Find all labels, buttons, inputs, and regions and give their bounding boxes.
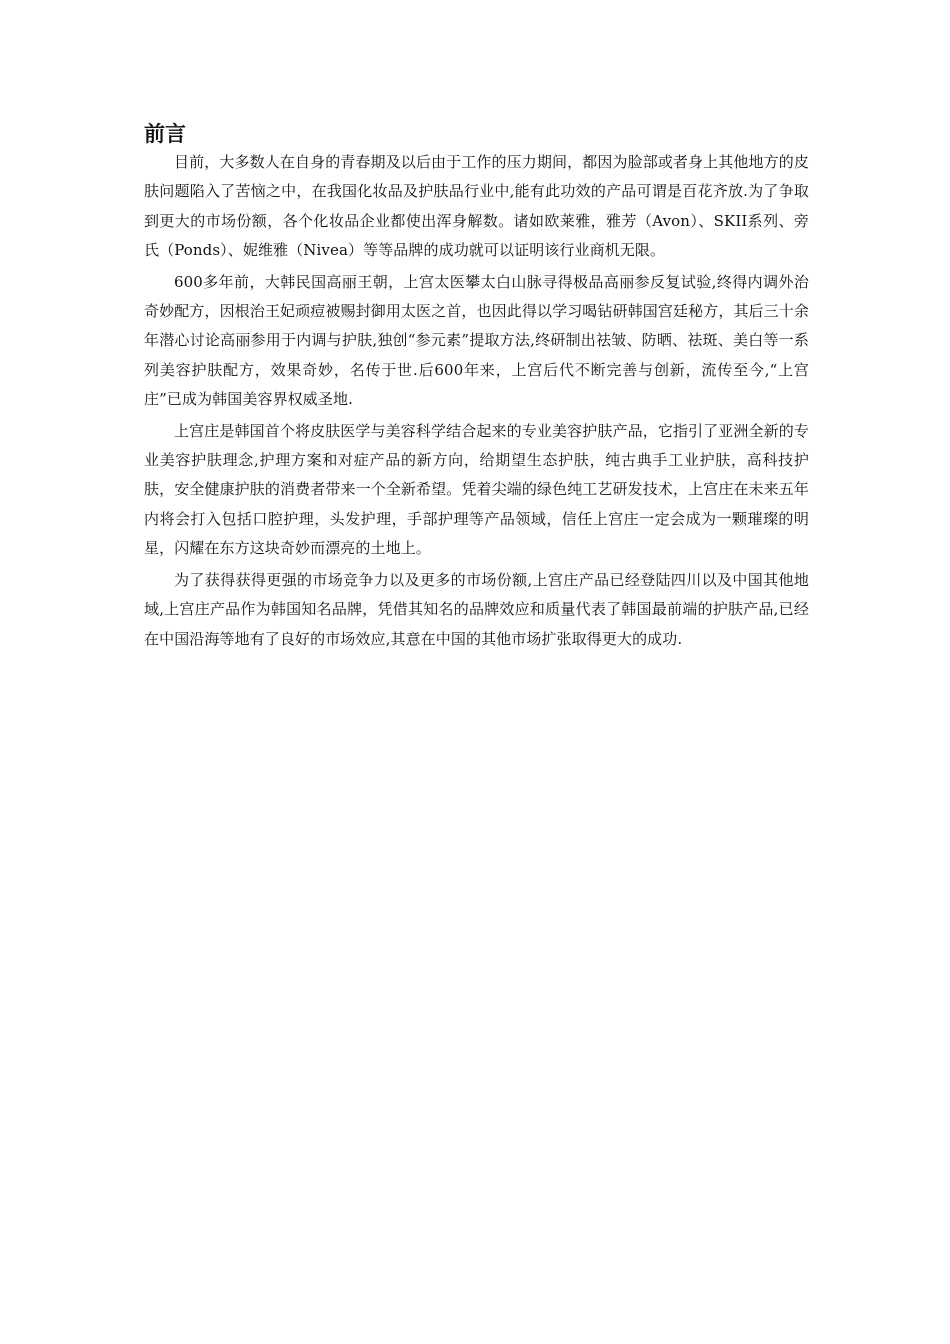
paragraph-4: 为了获得获得更强的市场竞争力以及更多的市场份额,上宫庄产品已经登陆四川以及中国其他地域,上宫庄产品作为韩国知名品牌，凭借其知名的品牌效应和质量代表了韩国最前端的护肤产品,已经在中国沿海等地有了良好的市场效应,其意在中国的其他市场扩张取得更大的成功. bbox=[144, 570, 809, 648]
paragraph-1: 目前，大多数人在自身的青春期及以后由于工作的压力期间，都因为脸部或者身上其他地方的皮肤问题陷入了苦恼之中，在我国化妆品及护肤品行业中,能有此功效的产品可谓是百花齐放.为了争取到更大的市场份额，各个化妆品企业都使出浑身解数。诸如欧莱雅，雅芳（Avon）、SKII系列、旁氏（Ponds）、妮维雅（Nivea）等等品牌的成功就可以证明该行业商机无限。 bbox=[144, 153, 809, 260]
paragraph-3: 上宫庄是韩国首个将皮肤医学与美容科学结合起来的专业美容护肤产品，它指引了亚洲全新的专业美容护肤理念,护理方案和对症产品的新方向，给期望生态护肤，纯古典手工业护肤，高科技护肤，安全健康护肤的消费者带来一个全新希望。凭着尖端的绿色纯工艺研发技术，上宫庄在未来五年内将会打入包括口腔护理，头发护理，手部护理等产品领域，信任上宫庄一定会成为一颗璀璨的明星，闪耀在东方这块奇妙而漂亮的土地上。 bbox=[144, 421, 809, 558]
document-body bbox=[144, 118, 809, 656]
paragraph-2: 600多年前，大韩民国高丽王朝，上宫太医攀太白山脉寻得极品高丽参反复试验,终得内调外治奇妙配方，因根治王妃顽痘被赐封御用太医之首，也因此得以学习喝钻研韩国宫廷秘方，其后三十余年潜心讨论高丽参用于内调与护肤,独创“参元素”提取方法,终研制出祛皱、防晒、祛斑、美白等一系列美容护肤配方，效果奇妙，名传于世.后600年来，上宫后代不断完善与创新，流传至今,“上宫庄”已成为韩国美容界权威圣地. bbox=[144, 272, 809, 409]
page-title: 前言 bbox=[144, 122, 186, 146]
